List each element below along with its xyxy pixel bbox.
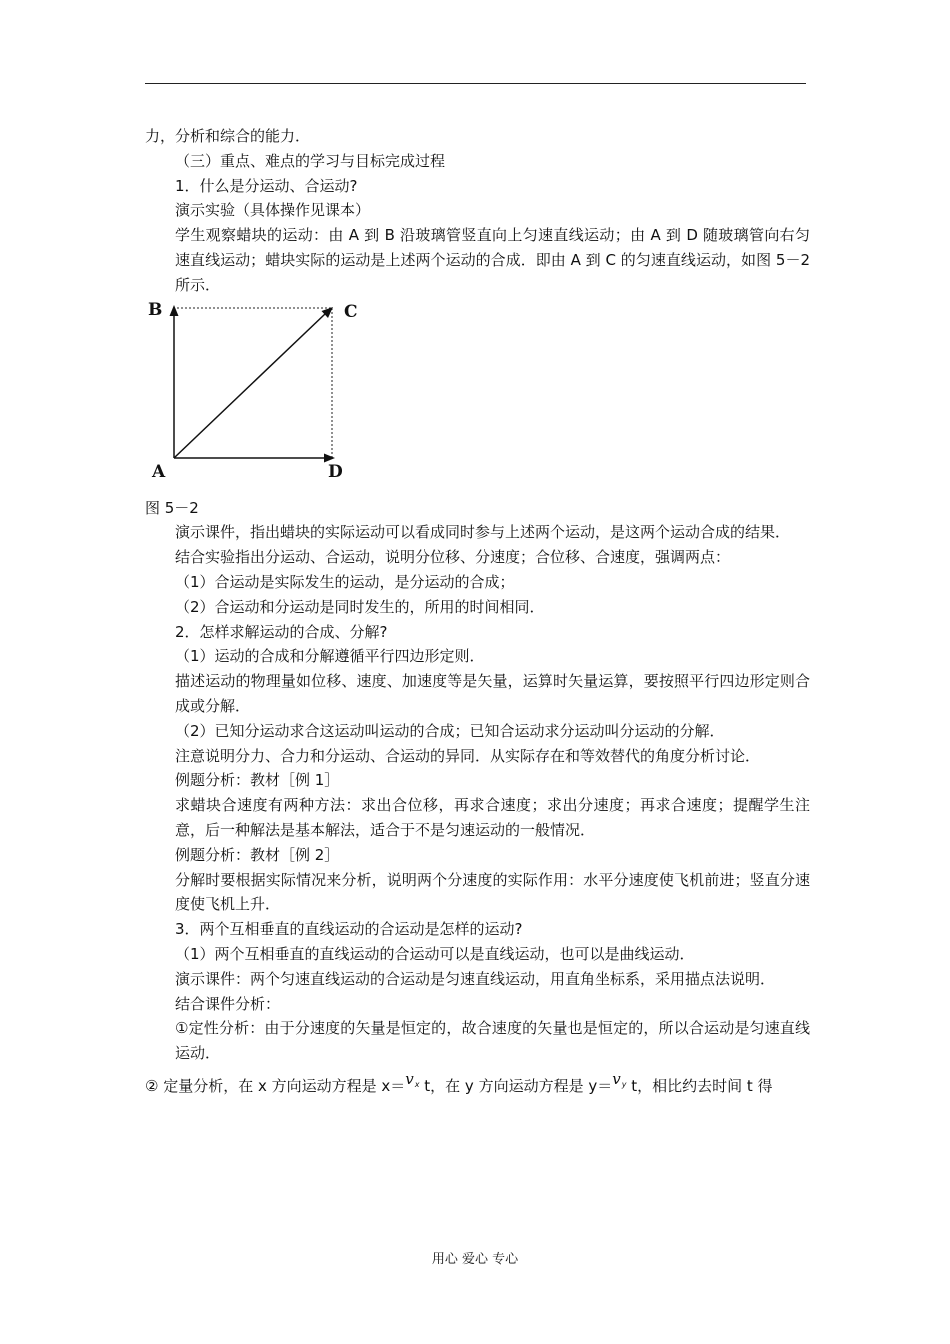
label-b: B (148, 299, 163, 320)
list-item: （2）已知分运动求合这运动叫运动的合成；已知合运动求分运动叫分运动的分解． (175, 721, 725, 740)
paragraph: 力，分析和综合的能力． (145, 127, 311, 145)
paragraph: 学生观察蜡块的运动：由 A 到 B 沿玻璃管竖直向上匀速直线运动；由 A 到 D 随玻璃管向右匀速直线运动；蜡块实际的运动是上述两个运动的合成．即由 A 到 C 的匀速直线运动，如图 5－2 所示． (175, 226, 810, 294)
paragraph: 注意说明分力、合力和分运动、合运动的异同．从实际存在和等效替代的角度分析讨论． (175, 746, 761, 765)
paragraph: 描述运动的物理量如位移、速度、加速度等是矢量，运算时矢量运算，要按照平行四边形定则合成或分解． (175, 672, 810, 715)
paragraph: 结合实验指出分运动、合运动，说明分位移、分速度；合位移、合速度，强调两点： (175, 548, 731, 567)
arrowhead-b (170, 305, 179, 316)
formula-paragraph (145, 1069, 810, 1102)
paragraph: 演示实验（具体操作见课本） (175, 201, 371, 220)
velocity-symbol: v (405, 1069, 414, 1088)
arrowhead-d (324, 453, 335, 462)
question-heading: 2．怎样求解运动的合成、分解? (175, 622, 388, 641)
label-c: C (344, 301, 358, 322)
list-item: （2）合运动和分运动是同时发生的，所用的时间相同． (175, 597, 545, 616)
list-item: （1）两个互相垂直的直线运动的合运动可以是直线运动，也可以是曲线运动． (175, 944, 695, 963)
formula-text-b: t，在 y 方向运动方程是 y＝ (419, 1076, 613, 1095)
paragraph: 求蜡块合速度有两种方法：求出合位移，再求合速度；求出分速度；再求合速度；提醒学生注意，后一种解法是基本解法，适合于不是匀速运动的一般情况． (175, 796, 810, 839)
paragraph: ①定性分析：由于分速度的矢量是恒定的，故合速度的矢量也是恒定的，所以合运动是匀速直线运动． (175, 1019, 810, 1063)
paragraph: 演示课件，指出蜡块的实际运动可以看成同时参与上述两个运动，是这两个运动合成的结果． (175, 523, 791, 542)
figure-caption: 图 5－2 (145, 498, 199, 517)
page-footer: 用心 爱心 专心 (431, 1252, 519, 1267)
section-heading: （三）重点、难点的学习与目标完成过程 (175, 151, 446, 170)
label-d: D (328, 461, 343, 482)
question-heading: 1．什么是分运动、合运动? (175, 176, 358, 195)
example-heading: 例题分析：教材［例 2］ (175, 845, 340, 864)
paragraph: 结合课件分析： (175, 994, 281, 1013)
example-heading: 例题分析：教材［例 1］ (175, 771, 340, 790)
question-heading: 3．两个互相垂直的直线运动的合运动是怎样的运动? (175, 920, 523, 939)
formula-text-a: ② 定量分析，在 x 方向运动方程是 x＝ (145, 1076, 406, 1095)
arrow-a-to-c (174, 314, 325, 458)
list-item: （1）运动的合成和分解遵循平行四边形定则． (175, 647, 485, 666)
list-item: （1）合运动是实际发生的运动，是分运动的合成； (175, 572, 515, 591)
label-a: A (152, 461, 166, 482)
paragraph: 分解时要根据实际情况来分析，说明两个分速度的实际作用：水平分速度使飞机前进；竖直分速度使飞机上升． (175, 870, 810, 914)
document-body (145, 124, 810, 1102)
velocity-subscript: x (414, 1079, 420, 1089)
velocity-subscript: y (621, 1079, 627, 1089)
header-rule (145, 83, 806, 84)
formula-text-c: t，相比约去时间 t 得 (626, 1076, 773, 1095)
paragraph: 演示课件：两个匀速直线运动的合运动是匀速直线运动，用直角坐标系，采用描点法说明． (175, 969, 776, 988)
motion-diagram (145, 299, 370, 492)
velocity-symbol: v (612, 1069, 621, 1088)
